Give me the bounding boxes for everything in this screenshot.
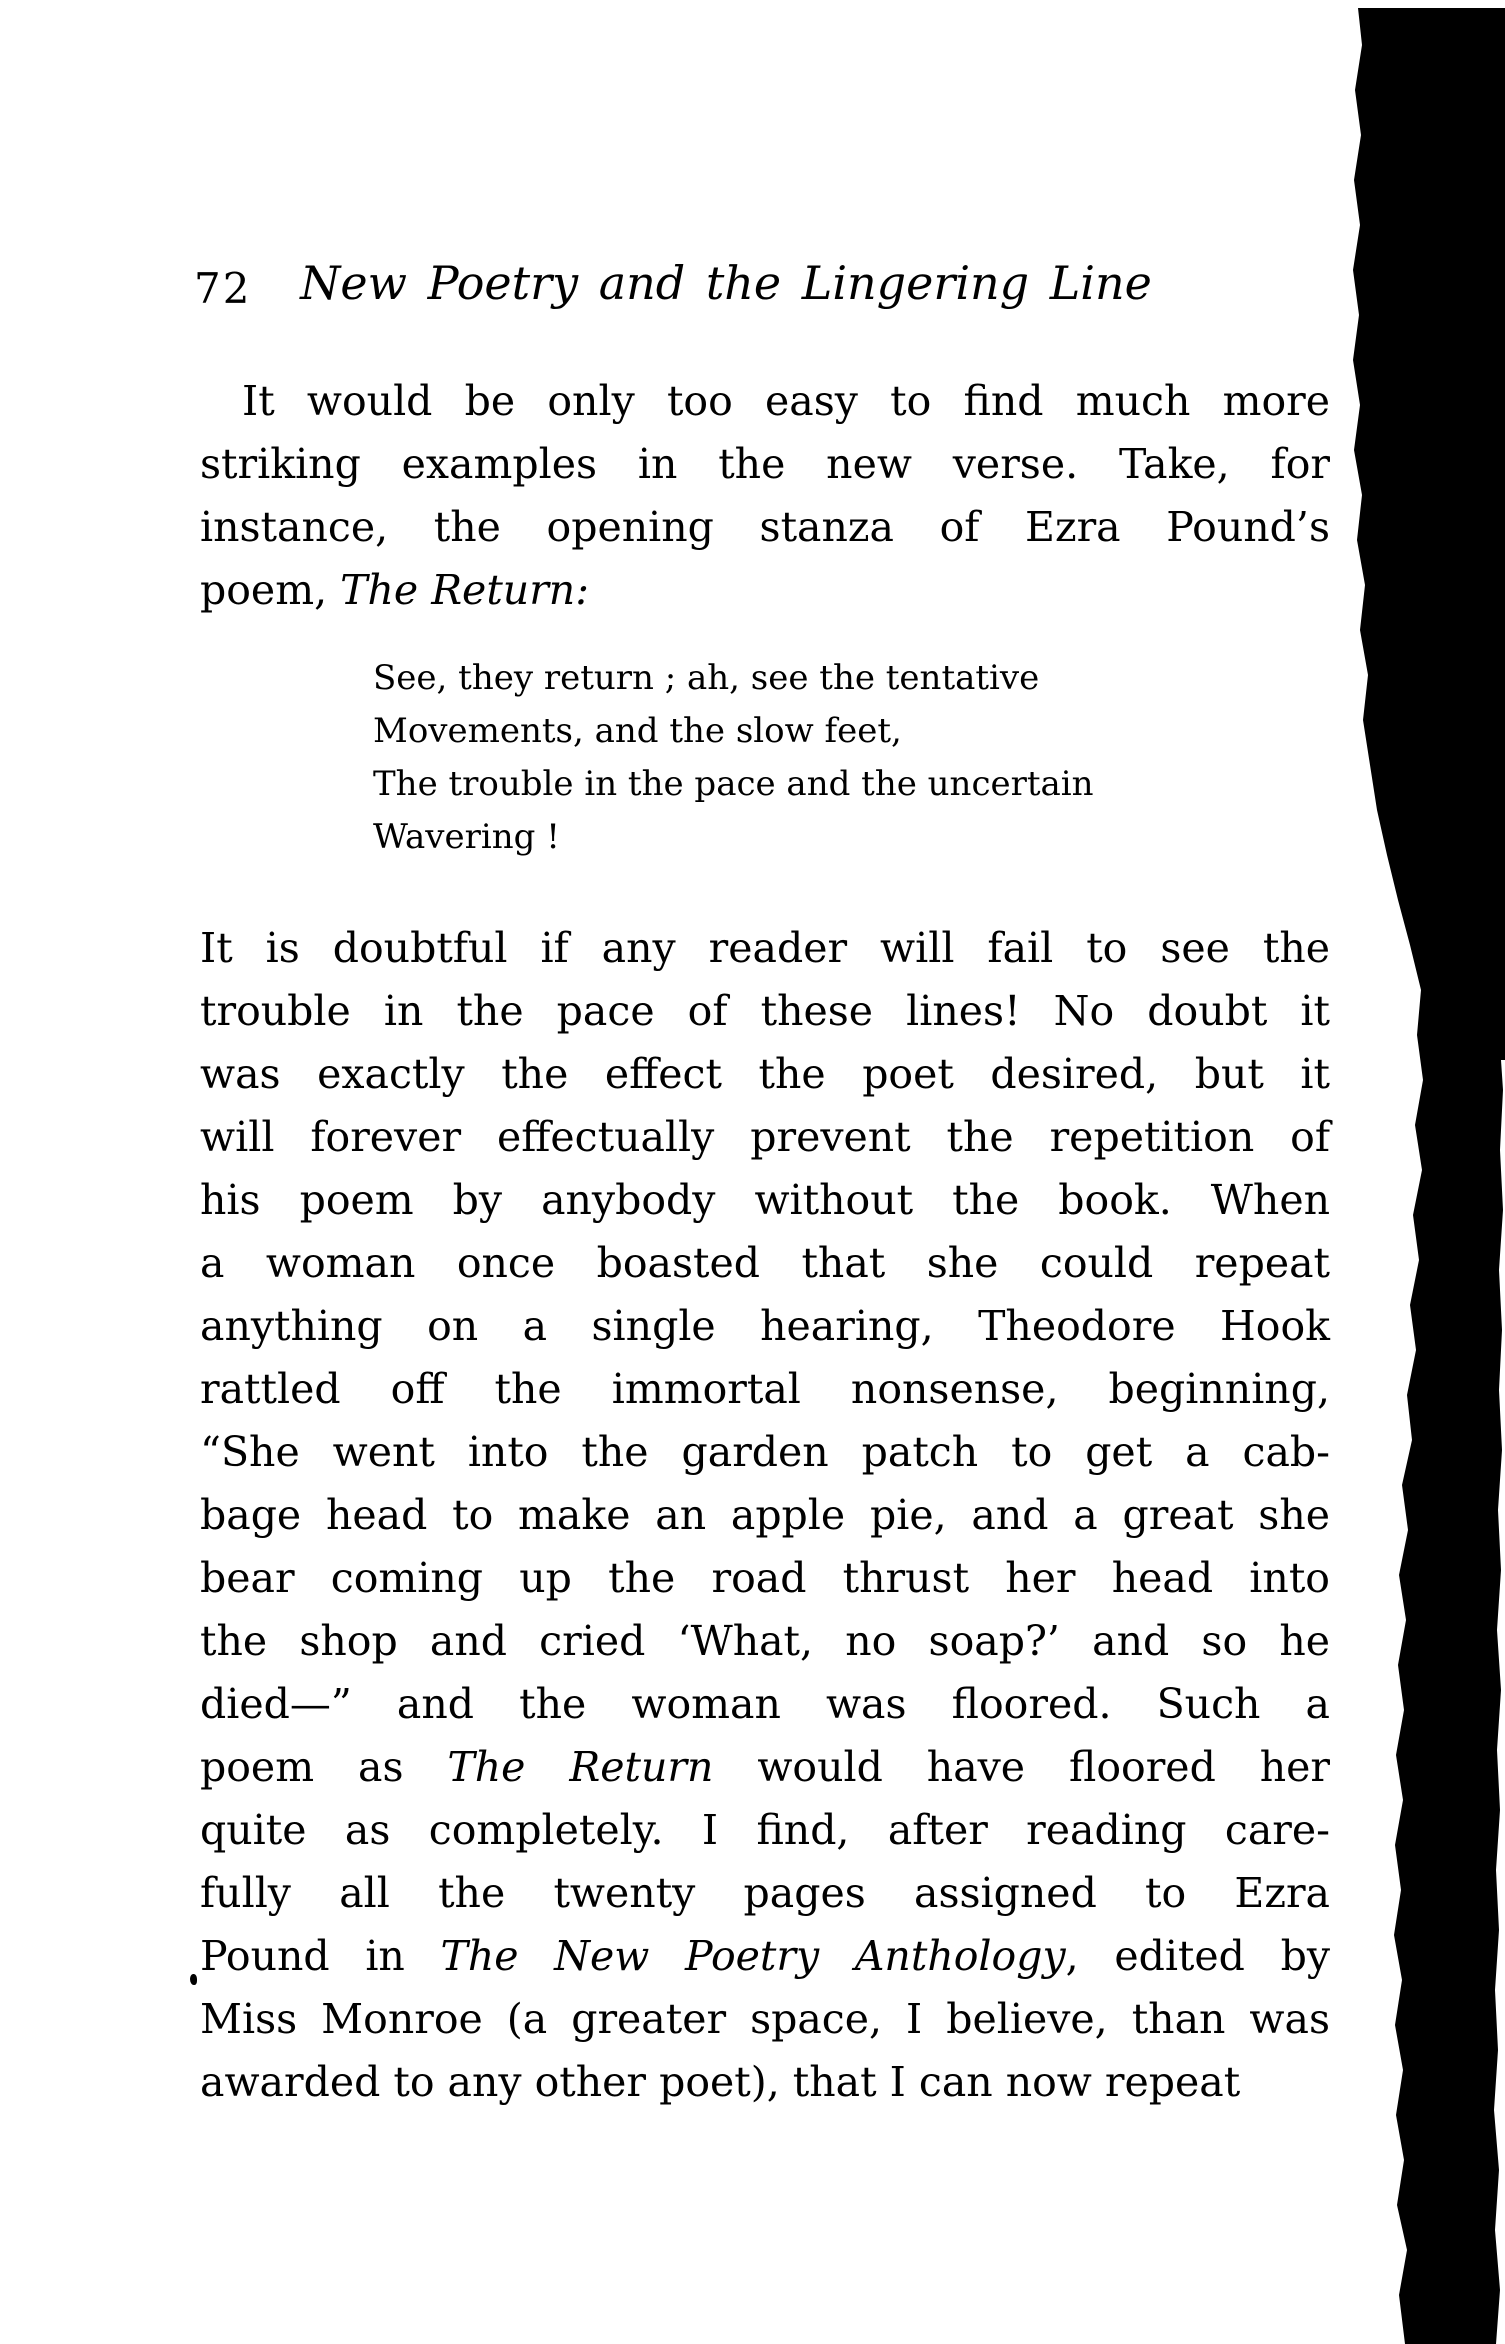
gutter-shadow-shape [1353,8,1505,2344]
page-number: 72 [194,264,252,313]
poem-line: Movements, and the slow feet, [373,711,902,751]
text-line: a woman once boasted that she could repeat [200,1239,1330,1287]
text-line: It is doubtful if any reader will fail to see the [200,924,1330,972]
paragraph-main [200,917,1330,2114]
text-line: rattled off the immortal nonsense, beginning, [200,1365,1330,1413]
text-segment: , edited by [1065,1932,1330,1980]
text-line: was exactly the effect the poet desired, but it [200,1050,1330,1098]
poem-title-reference: The Return [447,1743,714,1791]
poem-line: Wavering ! [373,817,560,857]
poem-title-reference: The Return: [340,566,590,614]
poem-line: The trouble in the pace and the uncertain [373,764,1094,804]
text-segment: poem, [200,566,341,614]
text-line: bage head to make an apple pie, and a great she [200,1491,1330,1539]
text-line: the shop and cried ‘What, no soap?’ and so he [200,1617,1330,1665]
running-title: New Poetry and the Lingering Line [300,256,1152,310]
poem-quote [373,652,1193,864]
text-line: trouble in the pace of these lines! No doubt it [200,987,1330,1035]
page-header [194,256,1330,326]
text-segment: poem as [200,1743,448,1791]
text-line: his poem by anybody without the book. When [200,1176,1330,1224]
text-line: anything on a single hearing, Theodore Hook [200,1302,1330,1350]
text-line: will forever effectually prevent the repetition of [200,1113,1330,1161]
text-line [200,1736,1330,1799]
text-line: bear coming up the road thrust her head into [200,1554,1330,1602]
ink-speck [190,1974,197,1985]
text-line: It would be only too easy to find much more [242,377,1330,425]
text-line [200,559,1330,622]
poem-line: See, they return ; ah, see the tentative [373,658,1040,698]
paragraph-intro [200,370,1330,622]
text-line [200,1925,1330,1988]
text-line: instance, the opening stanza of Ezra Pound’s [200,503,1330,551]
text-segment: would have floored her [713,1743,1331,1791]
text-line: fully all the twenty pages assigned to Ezra [200,1869,1330,1917]
gutter-edge-highlight [1494,1060,1505,2344]
text-line: striking examples in the new verse. Take, for [200,440,1330,488]
text-line: “She went into the garden patch to get a cab- [200,1428,1330,1476]
text-line: awarded to any other poet), that I can now repeat [200,2058,1241,2106]
text-line: died—” and the woman was floored. Such a [200,1680,1330,1728]
anthology-title-reference: The New Poetry Anthology [440,1932,1066,1980]
text-line: Miss Monroe (a greater space, I believe, than was [200,1995,1330,2043]
text-segment: Pound in [200,1932,441,1980]
text-line: quite as completely. I find, after reading care- [200,1806,1330,1854]
